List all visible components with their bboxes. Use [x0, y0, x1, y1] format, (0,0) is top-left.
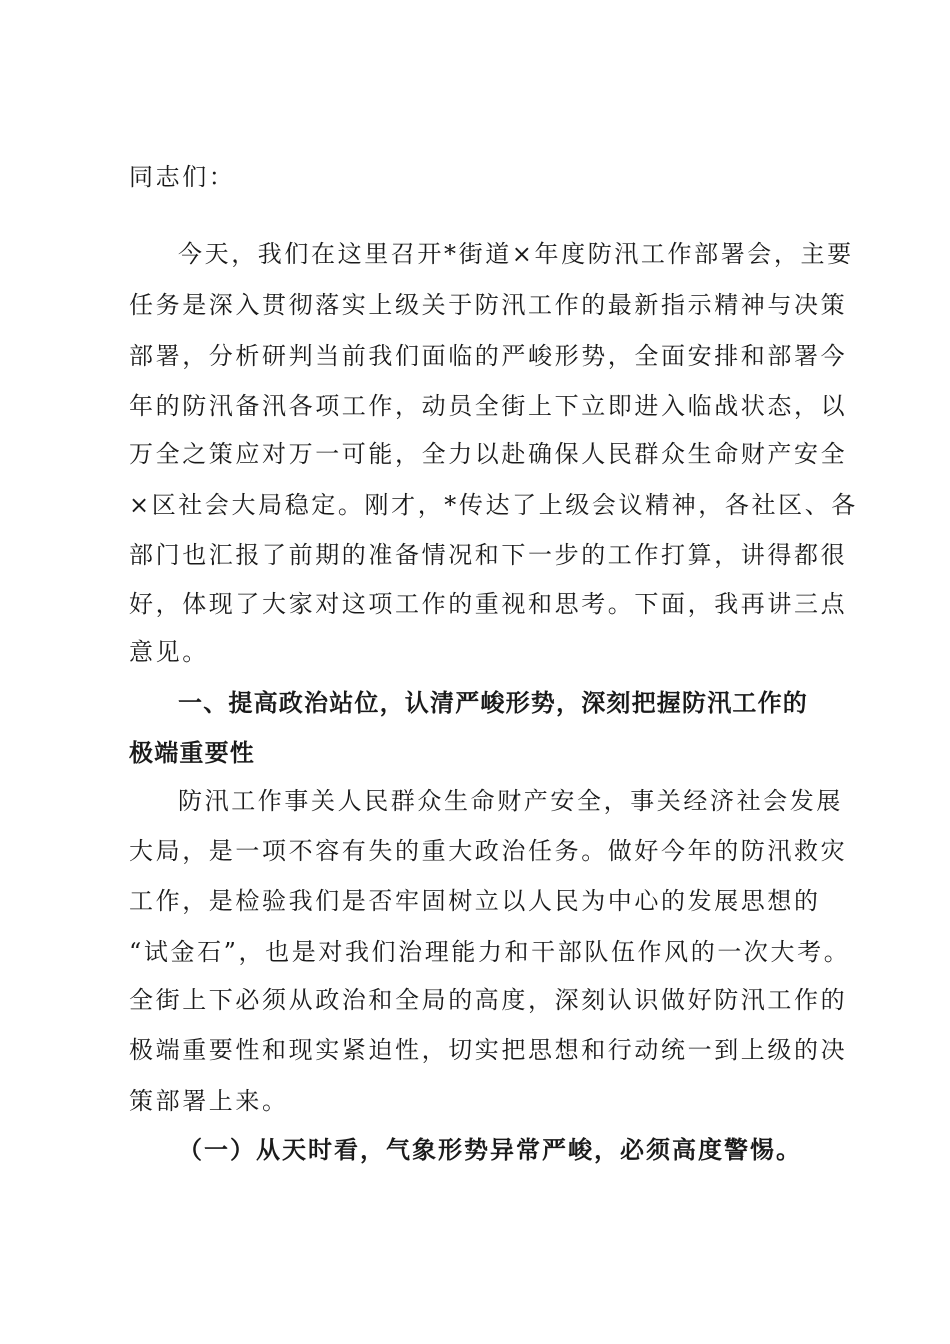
section-heading: 一、提高政治站位，认清严峻形势，深刻把握防汛工作的 [178, 689, 808, 717]
section-heading: 极端重要性 [129, 739, 255, 767]
paragraph-line: 工作，是检验我们是否牢固树立以人民为中心的发展思想的 [129, 887, 821, 915]
paragraph-line: 全街上下必须从政治和全局的高度，深刻认识做好防汛工作的 [129, 986, 848, 1014]
paragraph-line: 意见。 [129, 638, 209, 666]
paragraph-line: 部门也汇报了前期的准备情况和下一步的工作打算，讲得都很 [129, 541, 848, 569]
subsection-heading: （一）从天时看，气象形势异常严峻，必须高度警惕。 [178, 1135, 802, 1164]
paragraph-line: 大局，是一项不容有失的重大政治任务。做好今年的防汛救灾 [129, 837, 848, 865]
paragraph-line: ×区社会大局稳定。刚才，*传达了上级会议精神，各社区、各 [129, 491, 858, 519]
paragraph-line: 万全之策应对万一可能，全力以赴确保人民群众生命财产安全 [129, 440, 848, 468]
paragraph-line: 今天，我们在这里召开*街道×年度防汛工作部署会，主要 [178, 240, 854, 268]
paragraph-line: 任务是深入贯彻落实上级关于防汛工作的最新指示精神与决策 [129, 291, 848, 319]
paragraph-line: “试金石”，也是对我们治理能力和干部队伍作风的一次大考。 [129, 938, 851, 966]
paragraph-line: 部署，分析研判当前我们面临的严峻形势，全面安排和部署今 [129, 342, 848, 370]
paragraph-line: 防汛工作事关人民群众生命财产安全，事关经济社会发展 [178, 787, 843, 815]
salutation: 同志们： [129, 163, 236, 191]
paragraph-line: 极端重要性和现实紧迫性，切实把思想和行动统一到上级的决 [129, 1036, 848, 1064]
paragraph-line: 好，体现了大家对这项工作的重视和思考。下面，我再讲三点 [129, 590, 848, 618]
paragraph-line: 策部署上来。 [129, 1087, 289, 1115]
paragraph-line: 年的防汛备汛各项工作，动员全街上下立即进入临战状态，以 [129, 392, 848, 420]
